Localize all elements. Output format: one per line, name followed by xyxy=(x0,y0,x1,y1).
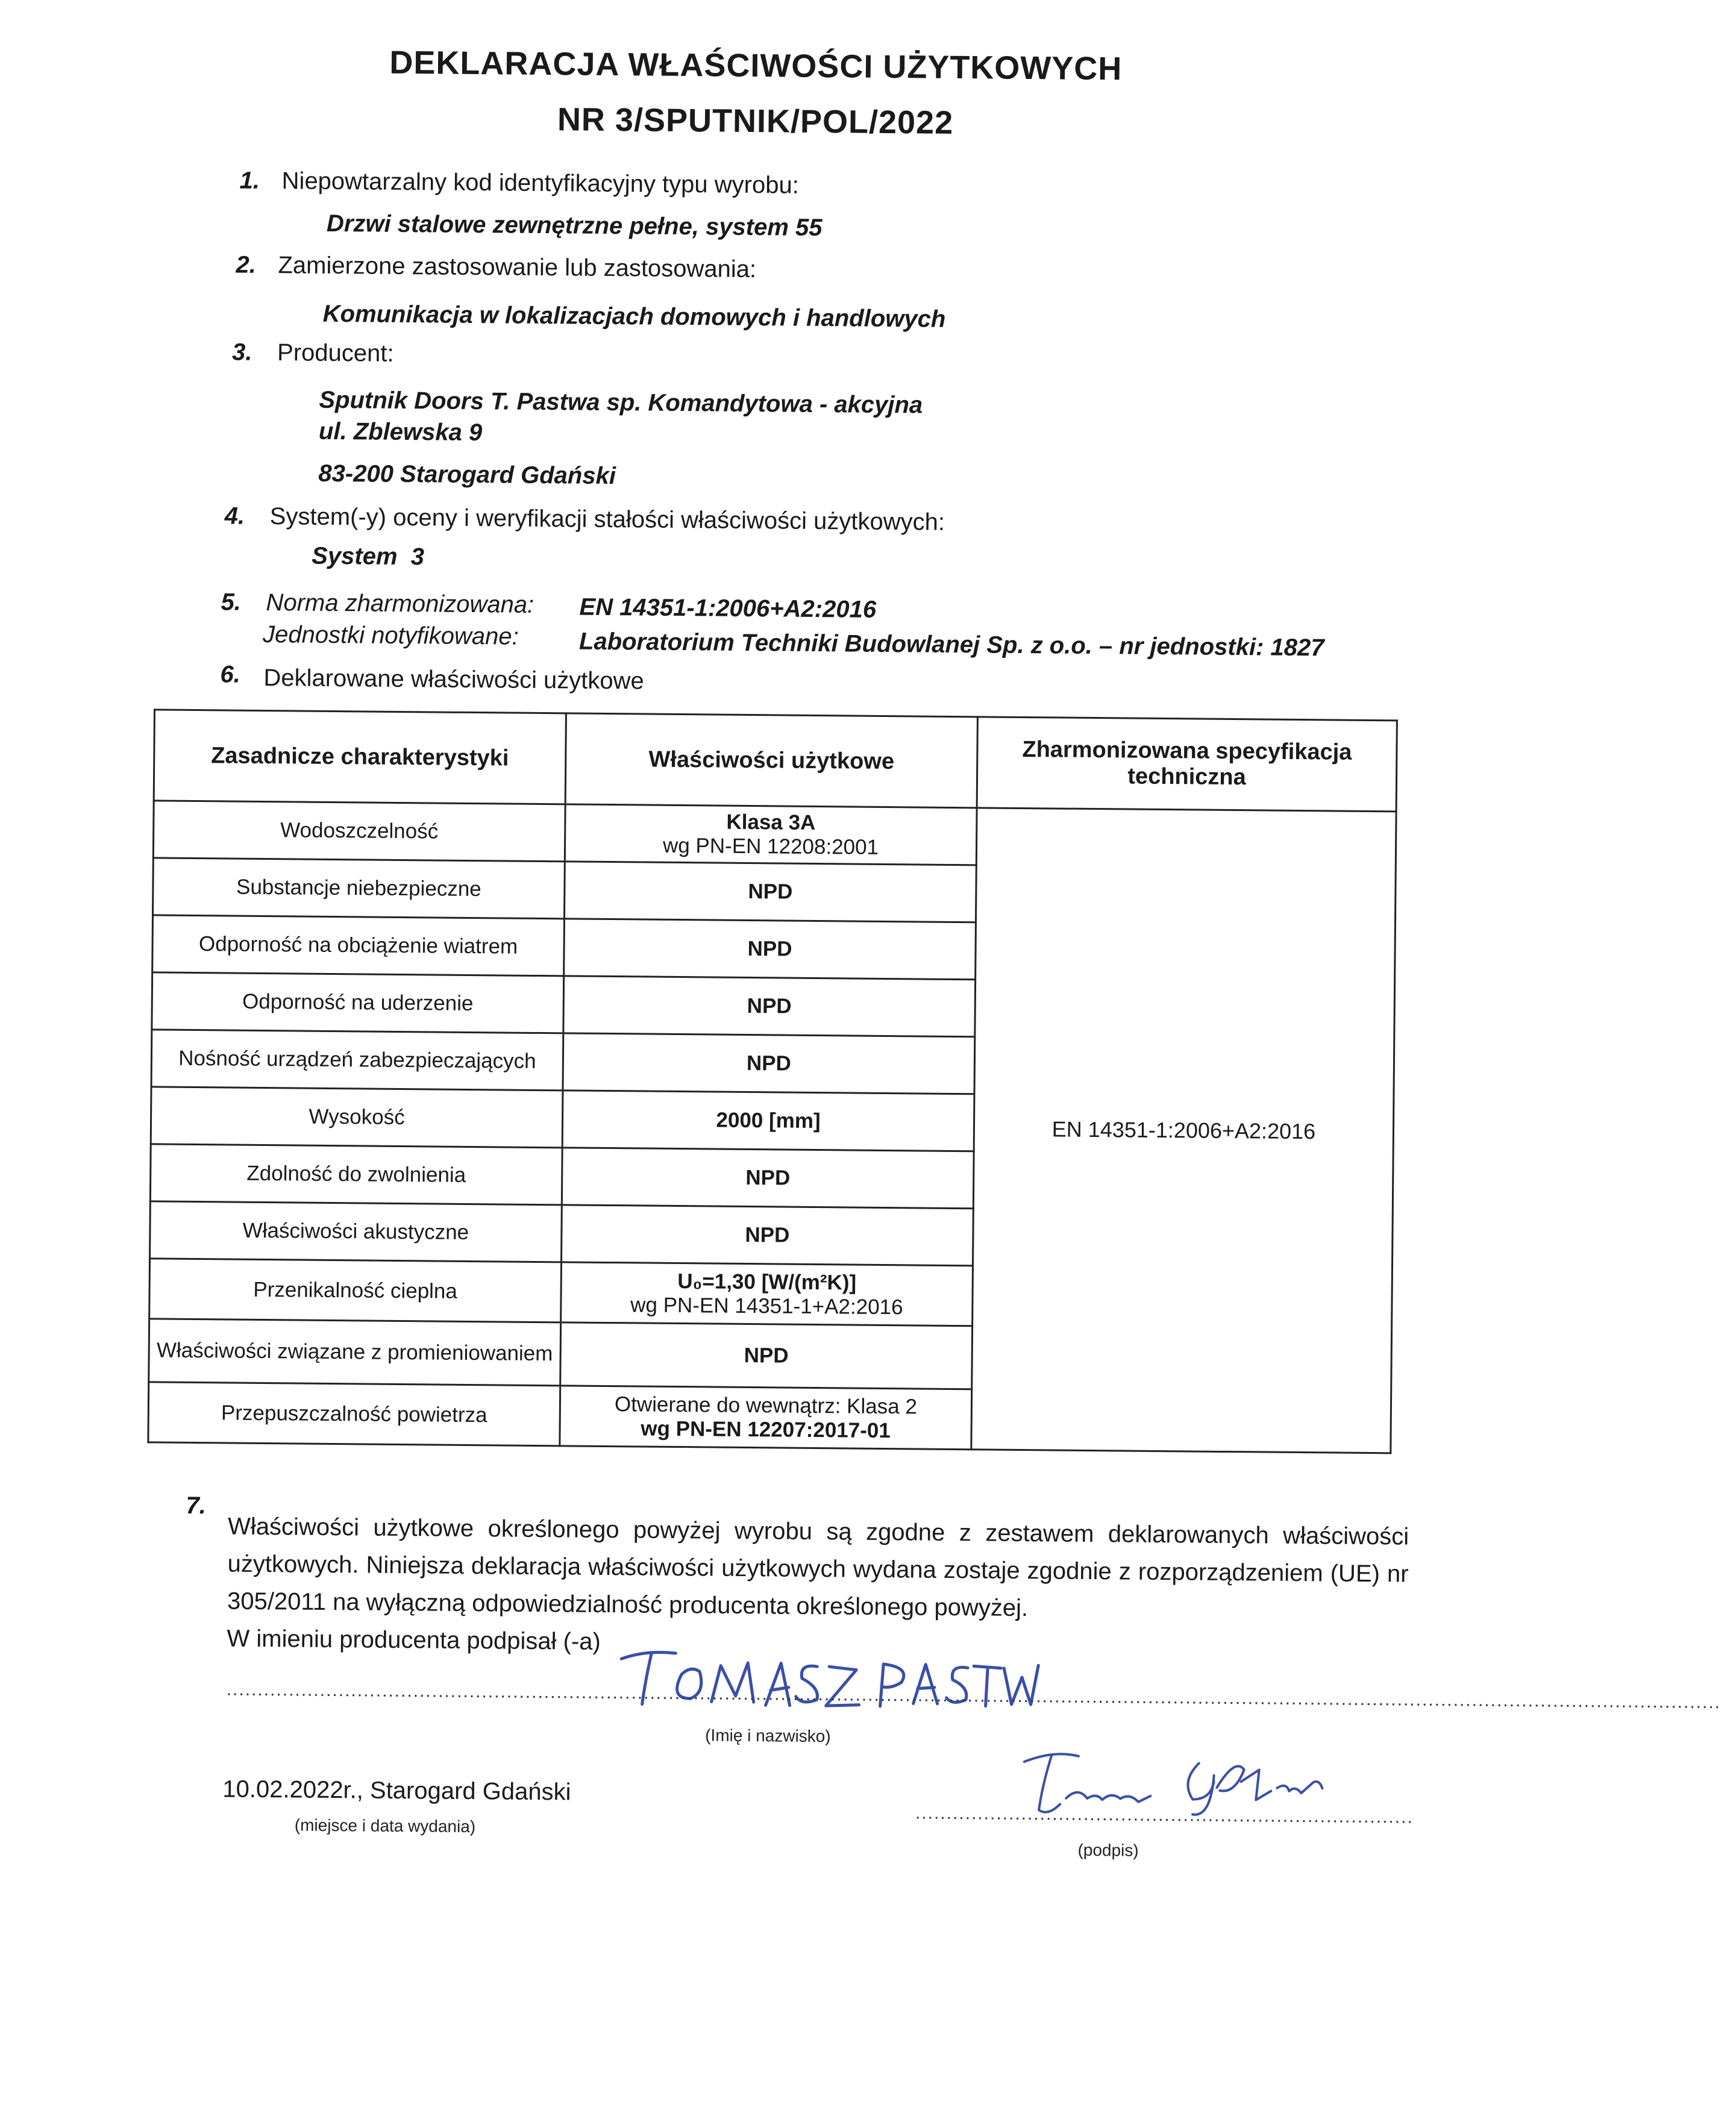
header-specification: Zharmonizowana specyfikacja techniczna xyxy=(977,717,1397,812)
value-cell: NPD xyxy=(562,1205,974,1266)
producer-city: 83-200 Starogard Gdański xyxy=(318,460,616,490)
header-characteristics: Zasadnicze charakterystyki xyxy=(154,710,566,804)
value-cell: 2000 [mm] xyxy=(562,1091,974,1151)
char-cell: Przepuszczalność powietrza xyxy=(148,1382,560,1446)
item-1-label: Niepowtarzalny kod identyfikacyjny typu wyrobu: xyxy=(281,167,800,199)
table-header-row xyxy=(154,710,1397,812)
notified-body-value: Laboratorium Techniki Budowlanej Sp. z o.o. – nr jednostki: 1827 xyxy=(578,628,1324,662)
item-4-label: System(-y) oceny i weryfikacji stałości właściwości użytkowych: xyxy=(269,503,945,536)
value-cell: NPD xyxy=(563,976,976,1037)
value-cell: NPD xyxy=(560,1322,973,1389)
item-1-value: Drzwi stalowe zewnętrzne pełne, system 55 xyxy=(326,210,823,242)
item-3-label: Producent: xyxy=(277,339,394,367)
item-6-number: 6. xyxy=(220,661,241,688)
char-cell: Zdolność do zwolnienia xyxy=(150,1144,562,1205)
conformity-text: Właściwości użytkowe określonego powyżej wyrobu są zgodne z zestawem deklarowanych właściwości użytkowych. Niniejsza deklaracja właściwości użytkowych wydana zostaje zgodnie z rozporządzeniem (UE) nr 305/2011 na wyłączną odpowiedzialność producenta określonego powyżej. xyxy=(227,1513,1409,1622)
spec-cell: EN 14351-1:2006+A2:2016 xyxy=(971,808,1396,1453)
item-5-number: 5. xyxy=(221,589,242,616)
value-cell: NPD xyxy=(562,1148,974,1209)
value-cell: U₀=1,30 [W/(m²K)] wg PN-EN 14351-1+A2:2016 xyxy=(561,1262,973,1326)
properties-table xyxy=(147,709,1398,1454)
norm-label: Norma zharmonizowana: xyxy=(266,589,534,618)
value-cell: NPD xyxy=(564,862,976,922)
item-2-label: Zamierzone zastosowanie lub zastosowania: xyxy=(278,252,757,283)
item-1-number: 1. xyxy=(239,167,260,194)
char-cell: Nośność urządzeń zabezpieczających xyxy=(151,1030,563,1091)
char-cell: Odporność na obciążenie wiatrem xyxy=(152,915,565,976)
item-2-number: 2. xyxy=(236,251,256,278)
document-title: DEKLARACJA WŁAŚCIWOŚCI UŻYTKOWYCH xyxy=(389,44,1123,87)
item-3-number: 3. xyxy=(231,339,252,366)
item-2-value: Komunikacja w lokalizacjach domowych i handlowych xyxy=(322,300,946,333)
name-caption: (Imię i nazwisko) xyxy=(705,1726,831,1746)
value-cell: NPD xyxy=(563,1033,975,1094)
char-cell: Wysokość xyxy=(151,1087,563,1148)
signature-caption: (podpis) xyxy=(1077,1840,1139,1860)
table-row xyxy=(153,801,1396,869)
value-cell: Otwierane do wewnątrz: Klasa 2 wg PN-EN 12207:2017-01 xyxy=(560,1386,972,1450)
producer-name: Sputnik Doors T. Pastwa sp. Komandytowa - akcyjna xyxy=(319,386,923,419)
value-cell: Klasa 3A wg PN-EN 12208:2001 xyxy=(565,804,977,865)
norm-value: EN 14351-1:2006+A2:2016 xyxy=(579,593,877,623)
item-4-value: System 3 xyxy=(312,542,425,571)
signed-by-label: W imieniu producenta podpisał (-a) xyxy=(227,1625,601,1655)
notified-body-label: Jednostki notyfikowane: xyxy=(262,621,519,650)
char-cell: Substancje niebezpieczne xyxy=(153,858,565,919)
char-cell: Właściwości związane z promieniowaniem xyxy=(149,1319,561,1386)
producer-street: ul. Zblewska 9 xyxy=(318,418,483,446)
handwritten-name-signature xyxy=(609,1638,1043,1720)
value-cell: NPD xyxy=(564,919,976,980)
item-7-number: 7. xyxy=(186,1492,207,1520)
header-properties: Właściwości użytkowe xyxy=(565,713,977,808)
signature-dotted-line: ................................................................................ xyxy=(915,1803,1414,1827)
item-4-number: 4. xyxy=(224,502,245,530)
char-cell: Przenikalność cieplna xyxy=(149,1259,562,1322)
document-number: NR 3/SPUTNIK/POL/2022 xyxy=(557,101,954,141)
place-date-caption: (miejsce i data wydania) xyxy=(294,1815,476,1836)
place-date: 10.02.2022r., Starogard Gdański xyxy=(222,1776,571,1806)
name-dotted-line: ................................................................................................................................................................................................................................................ xyxy=(226,1679,1722,1713)
char-cell: Wodoszczelność xyxy=(153,801,565,862)
item-6-label: Deklarowane właściwości użytkowe xyxy=(263,664,644,695)
char-cell: Właściwości akustyczne xyxy=(150,1201,562,1262)
char-cell: Odporność na uderzenie xyxy=(152,972,564,1033)
